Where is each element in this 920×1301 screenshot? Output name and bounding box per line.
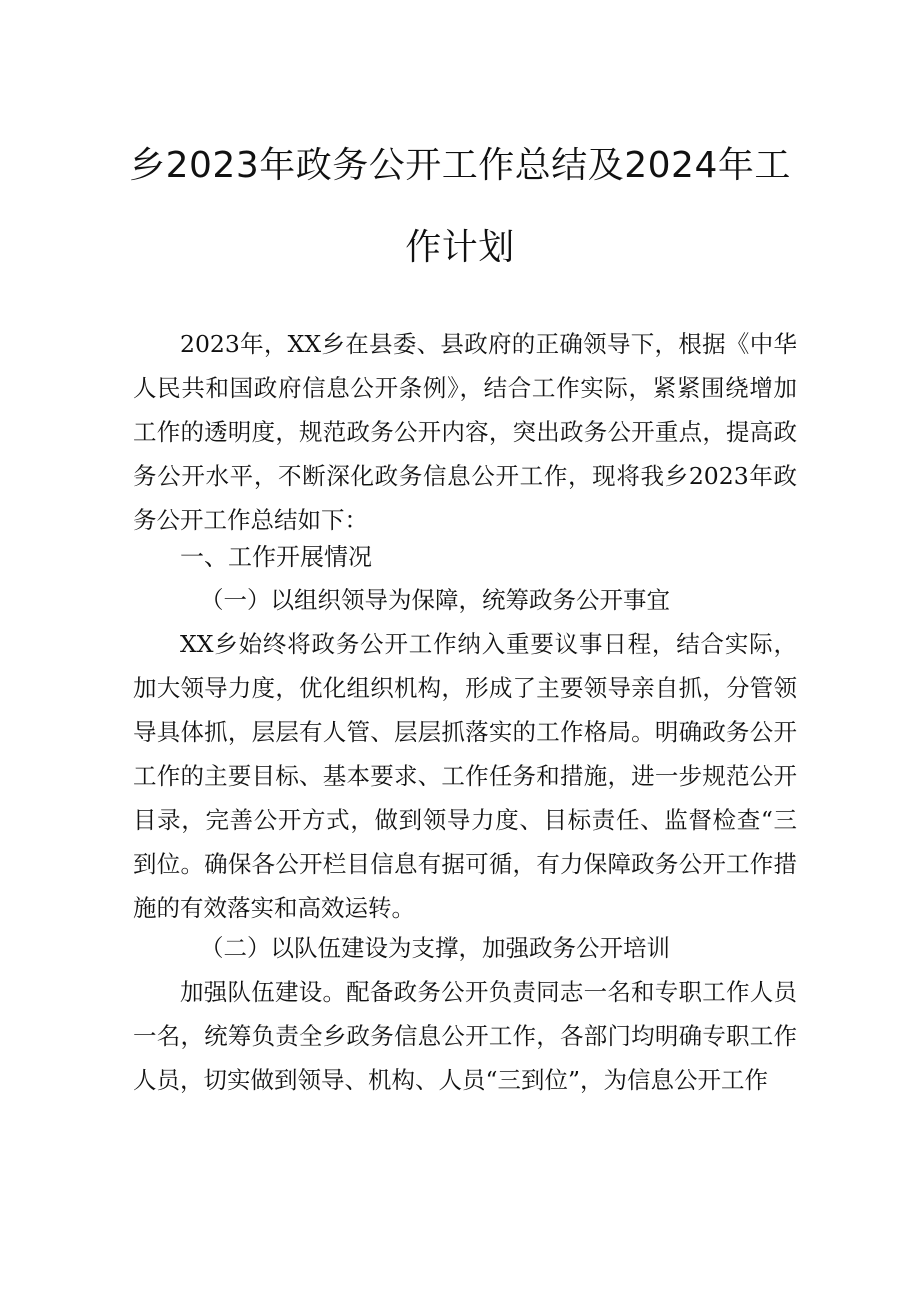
section-heading-1: 一、工作开展情况: [180, 543, 372, 571]
document-title-line-2: 作计划: [405, 227, 515, 268]
subsection-heading-1: （一）以组织领导为保障，统筹政务公开事宜: [200, 586, 670, 614]
subsection-heading-2: （二）以队伍建设为支撑，加强政务公开培训: [200, 934, 670, 962]
intro-paragraph: 2023年，XX乡在县委、县政府的正确领导下，根据《中华人民共和国政府信息公开条例》，结合工作实际，紧紧围绕增加工作的透明度，规范政务公开内容，突出政务公开重点，提高政务公开水平，不断深化政务信息公开工作，现将我乡2023年政务公开工作总结如下：: [133, 330, 797, 534]
subsection-2-paragraph: 加强队伍建设。配备政务公开负责同志一名和专职工作人员一名，统筹负责全乡政务信息公开工作，各部门均明确专职工作人员，切实做到领导、机构、人员“三到位”，为信息公开工作: [133, 978, 797, 1094]
document-title-line-1: 乡2023年政务公开工作总结及2024年工: [129, 145, 791, 186]
subsection-1-paragraph: XX乡始终将政务公开工作纳入重要议事日程，结合实际，加大领导力度，优化组织机构，形成了主要领导亲自抓，分管领导具体抓，层层有人管、层层抓落实的工作格局。明确政务公开工作的主要目标、基本要求、工作任务和措施，进一步规范公开目录，完善公开方式，做到领导力度、目标责任、监督检查“三到位。确保各公开栏目信息有据可循，有力保障政务公开工作措施的有效落实和高效运转。: [133, 630, 797, 922]
